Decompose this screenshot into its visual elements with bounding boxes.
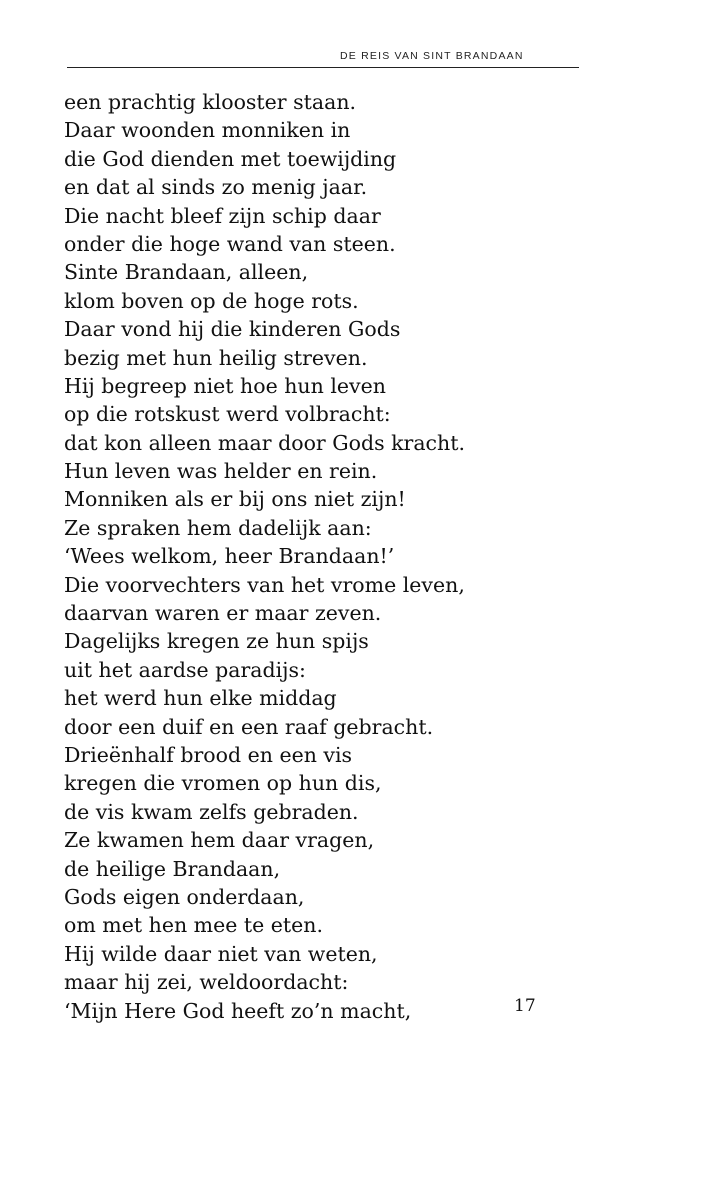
- poem-line: bezig met hun heilig streven.: [64, 345, 368, 370]
- poem-line: ‘Wees welkom, heer Brandaan!’: [64, 544, 395, 569]
- poem-line: kregen die vromen op hun dis,: [64, 771, 382, 796]
- poem-line: de heilige Brandaan,: [64, 856, 281, 881]
- poem-line: Die nacht bleef zijn schip daar: [64, 203, 381, 228]
- poem-line: Monniken als er bij ons niet zijn!: [64, 487, 406, 512]
- poem-line: Hij wilde daar niet van weten,: [64, 941, 378, 966]
- poem-line: Ze spraken hem dadelijk aan:: [64, 515, 372, 540]
- poem-line: Die voorvechters van het vrome leven,: [64, 572, 465, 597]
- poem-line: Gods eigen onderdaan,: [64, 884, 305, 909]
- poem-line: Dagelijks kregen ze hun spijs: [64, 629, 369, 654]
- poem-line: Hij begreep niet hoe hun leven: [64, 373, 386, 398]
- poem-line: Daar vond hij die kinderen Gods: [64, 317, 401, 342]
- poem-line: onder die hoge wand van steen.: [64, 231, 396, 256]
- poem-line: die God dienden met toewijding: [64, 146, 397, 171]
- poem-line: Ze kwamen hem daar vragen,: [64, 828, 375, 853]
- poem-line: op die rotskust werd volbracht:: [64, 402, 391, 427]
- poem-line: maar hij zei, weldoordacht:: [64, 970, 349, 995]
- poem-line: uit het aardse paradijs:: [64, 657, 306, 682]
- header-rule: [67, 67, 579, 68]
- poem-line: Hun leven was helder en rein.: [64, 459, 378, 484]
- poem-line: een prachtig klooster staan.: [64, 90, 357, 114]
- page-number: 17: [514, 996, 536, 1016]
- poem-line: door een duif en een raaf gebracht.: [64, 714, 434, 739]
- poem-line: klom boven op de hoge rots.: [64, 288, 359, 313]
- poem-line: daarvan waren er maar zeven.: [64, 601, 382, 626]
- poem-line: om met hen mee te eten.: [64, 913, 324, 938]
- poem-line: Drieënhalf brood en een vis: [64, 742, 353, 767]
- poem-line: Sinte Brandaan, alleen,: [64, 260, 309, 285]
- poem-line: dat kon alleen maar door Gods kracht.: [64, 430, 465, 455]
- poem-line: Daar woonden monniken in: [64, 118, 351, 143]
- poem-text: [64, 88, 604, 1025]
- poem-line: ‘Mijn Here God heeft zo’n macht,: [64, 998, 412, 1023]
- running-head: DE REIS VAN SINT BRANDAAN: [340, 50, 524, 62]
- poem-line: en dat al sinds zo menig jaar.: [64, 175, 368, 200]
- poem-line: de vis kwam zelfs gebraden.: [64, 799, 359, 824]
- poem-line: het werd hun elke middag: [64, 686, 337, 711]
